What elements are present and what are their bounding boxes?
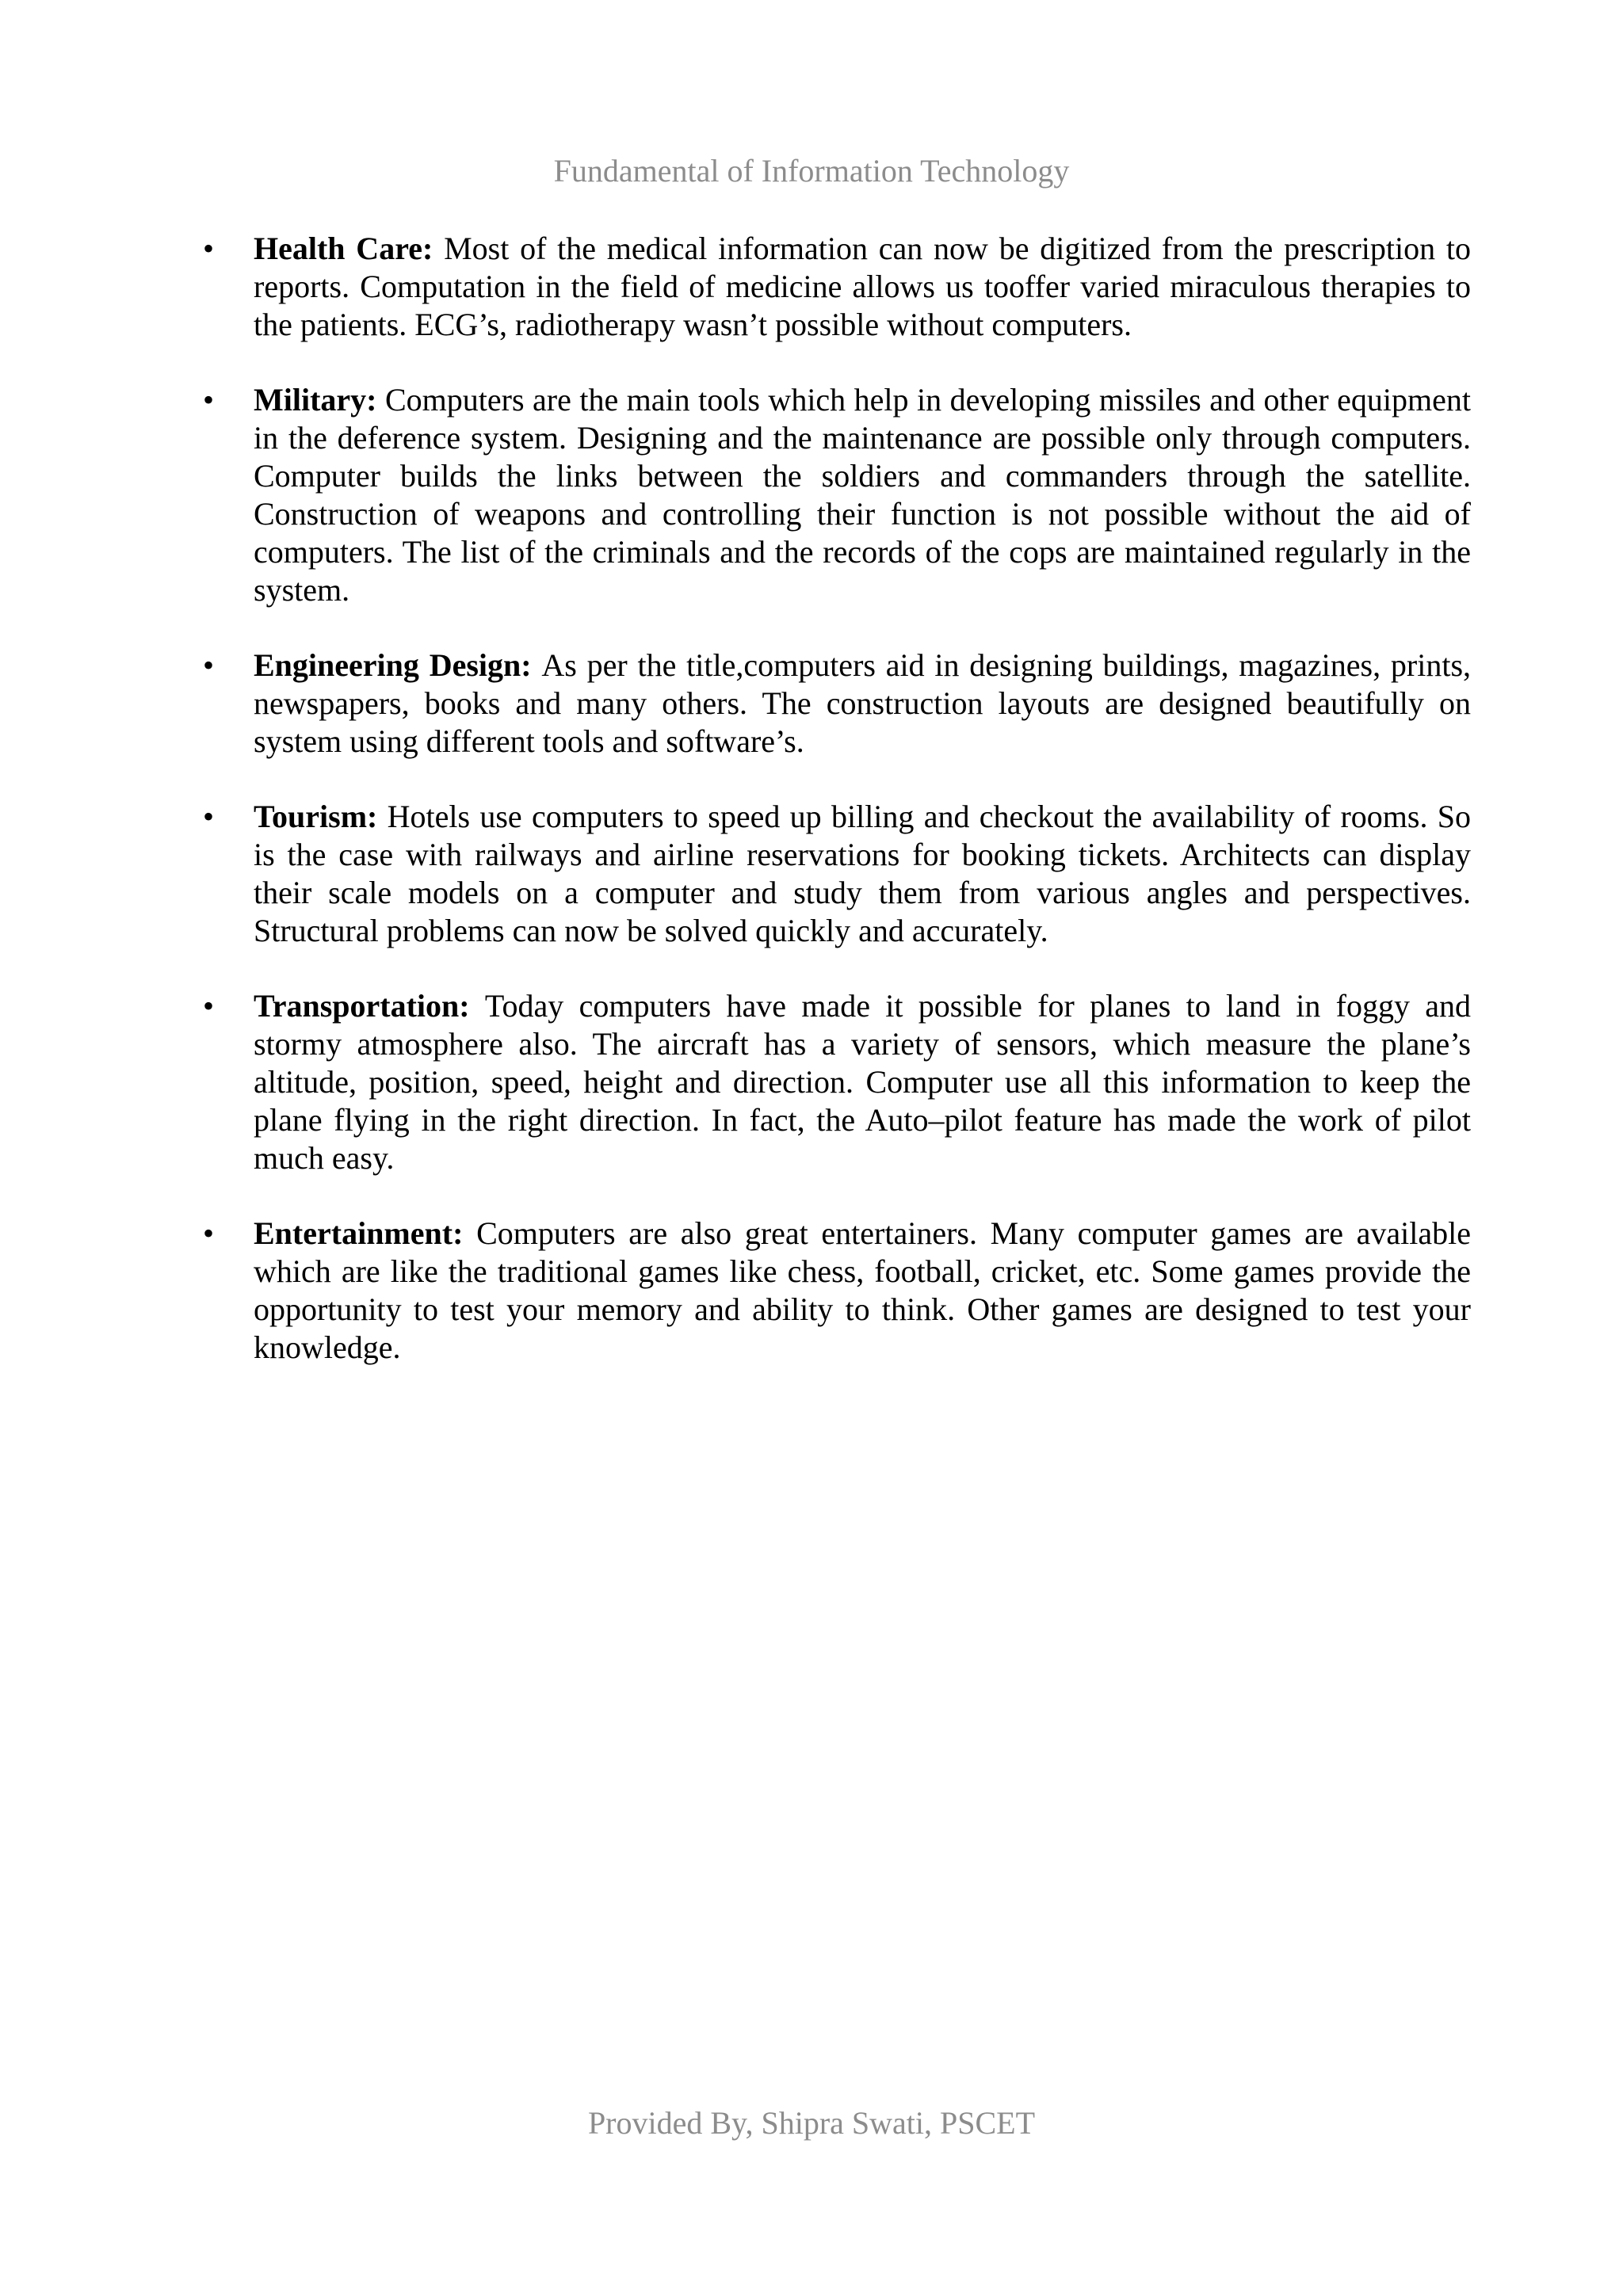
item-term: Entertainment: (254, 1215, 477, 1251)
list-item-entertainment (203, 1215, 1471, 1367)
list-item-military (203, 381, 1471, 609)
bullet-icon: • (203, 382, 215, 418)
list-item-engineering-design (203, 646, 1471, 761)
page-content (203, 230, 1471, 1404)
bullet-icon: • (203, 647, 215, 683)
page-footer: Provided By, Shipra Swati, PSCET (587, 2105, 1036, 2141)
item-text: Computers are the main tools which help in developing missiles and other equipment in the deference system. Designing and the maintenance are possible only through computers. Computer builds the links between the soldiers and commanders through the satellite. Construction of weapons and controlling their function is not possible without the aid of computers. The list of the criminals and the records of the cops are maintained regularly in the system. (254, 382, 1471, 608)
item-term: Engineering Design: (254, 647, 542, 683)
item-term: Military: (254, 382, 385, 418)
list-item-health-care (203, 230, 1471, 344)
list-item-tourism (203, 798, 1471, 950)
page-header: Fundamental of Information Technology (553, 153, 1070, 189)
item-term: Transportation: (254, 988, 485, 1024)
item-term: Tourism: (254, 799, 388, 834)
item-text: Today computers have made it possible for planes to land in foggy and stormy atmosphere also. The aircraft has a variety of sensors, which measure the plane’s altitude, position, speed, height and direction. Computer use all this information to keep the plane flying in the right direction. In fact, the Auto–pilot feature has made the work of pilot much easy. (254, 988, 1471, 1176)
list-item-transportation (203, 987, 1471, 1177)
bullet-list (203, 230, 1471, 1367)
bullet-icon: • (203, 1215, 215, 1251)
item-text: Most of the medical information can now be digitized from the prescription to reports. Computation in the field of medicine allows us tooffer varied miraculous therapies to the patients. ECG’s, radiotherapy wasn’t possible without computers. (254, 231, 1472, 342)
bullet-icon: • (203, 988, 215, 1024)
item-term: Health Care: (254, 231, 445, 266)
item-text: Computers are also great entertainers. Many computer games are available which are like the traditional games like chess, football, cricket, etc. Some games provide the opportunity to test your memory and ability to think. Other games are designed to test your knowledge. (254, 1215, 1471, 1365)
bullet-icon: • (203, 799, 215, 834)
item-text: Hotels use computers to speed up billing and checkout the availability of rooms. So is the case with railways and airline reservations for booking tickets. Architects can display their scale models on a computer and study them from various angles and perspectives. Structural problems can now be solved quickly and accurately. (254, 799, 1471, 948)
bullet-icon: • (203, 231, 215, 266)
item-text: As per the title,computers aid in designing buildings, magazines, prints, newspapers, books and many others. The construction layouts are designed beautifully on system using different tools and software’s. (254, 647, 1472, 759)
